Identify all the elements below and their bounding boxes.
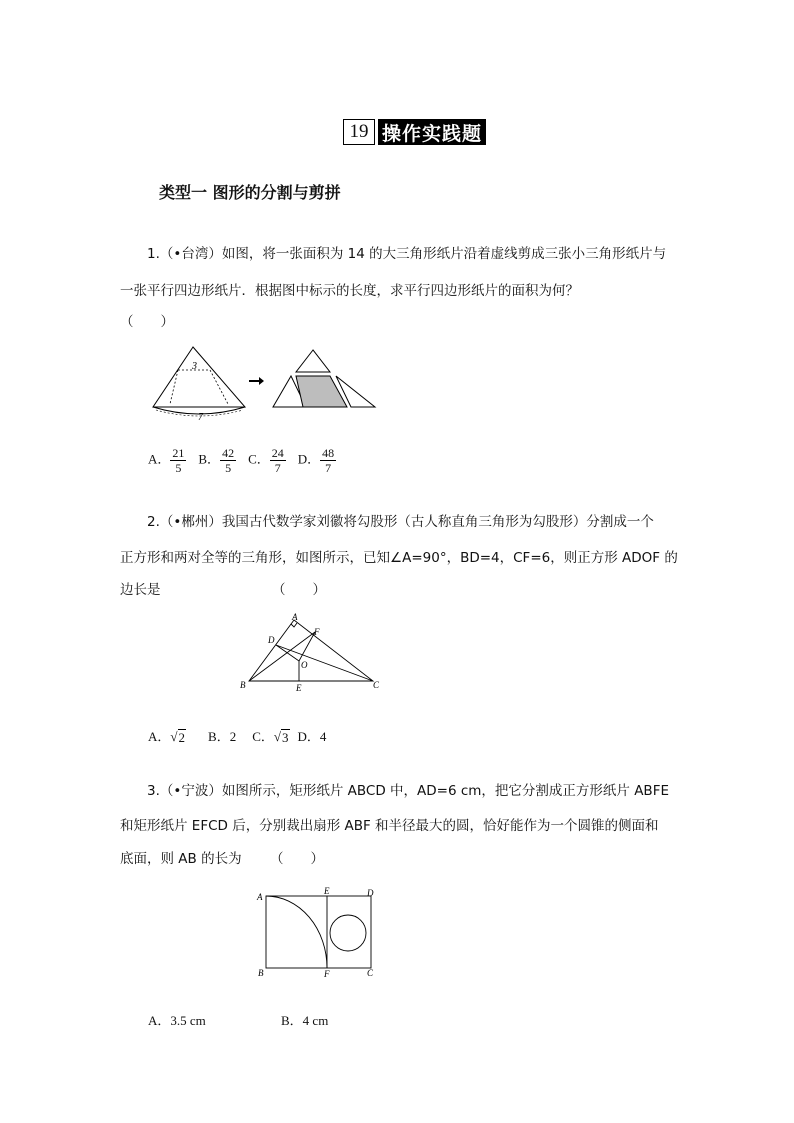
- sqrt-icon: √: [170, 729, 178, 744]
- q3-label-b: B: [258, 968, 264, 978]
- q2-answer-blank: （ ）: [272, 582, 326, 598]
- q1-figure: [148, 344, 388, 424]
- q2-label-e: E: [296, 683, 302, 693]
- q3-option-a[interactable]: A．3.5 cm: [148, 1013, 206, 1028]
- q1-option-d[interactable]: D． $\frac{48}{7}$: [297, 446, 335, 475]
- q2-options: [148, 726, 326, 746]
- q1-big-triangle: [153, 347, 245, 416]
- q2-line1: 2.（•郴州）我国古代数学家刘徽将勾股形（古人称直角三角形为勾股形）分割成一个: [147, 514, 654, 530]
- q1-pieces: [273, 350, 375, 407]
- q3-line1: 3.（•宁波）如图所示，矩形纸片 ABCD 中，AD=6 cm，把它分割成正方形纸片 ABFE: [147, 783, 669, 799]
- q3-label-a: A: [257, 892, 263, 902]
- q2-label-b: B: [240, 680, 246, 690]
- q1-option-b[interactable]: B． $\frac{42}{5}$: [198, 446, 235, 475]
- q2-label-o: O: [301, 660, 308, 670]
- q3-answer-blank: （ ）: [270, 851, 324, 867]
- q3-label-d: D: [367, 888, 374, 898]
- q2-figure: [236, 612, 386, 694]
- q1-line2: 一张平行四边形纸片．根据图中标示的长度，求平行四边形纸片的面积为何？: [120, 283, 579, 299]
- q1-line1: 1.（•台湾）如图，将一张面积为 14 的大三角形纸片沿着虚线剪成三张小三角形纸片与: [147, 246, 667, 262]
- q1-label-bottom: 7: [198, 412, 203, 423]
- q2-line3: 边长是: [120, 582, 161, 598]
- q1-line3: （ ）: [120, 314, 174, 330]
- q1-option-a[interactable]: A． $\frac{21}{5}$: [148, 446, 185, 475]
- q3-label-e: E: [324, 886, 330, 896]
- chapter-header: [343, 119, 486, 145]
- q2-line2: 正方形和两对全等的三角形，如图所示，已知∠A=90°，BD=4，CF=6，则正方形 ADOF 的: [120, 550, 678, 566]
- q3-figure: [254, 886, 384, 980]
- q2-label-d: D: [268, 635, 275, 645]
- q1-label-top: 3: [192, 361, 197, 372]
- q3-line3: 底面，则 AB 的长为: [120, 851, 242, 867]
- q1-options: [148, 446, 336, 475]
- q2-option-a[interactable]: A． √ 2: [148, 729, 186, 745]
- q2-label-c: C: [373, 680, 380, 690]
- sqrt-icon: √: [273, 729, 282, 744]
- q3-label-c: C: [367, 968, 374, 978]
- arrow-icon: [249, 377, 264, 385]
- q2-option-c[interactable]: C． √ 3: [252, 729, 289, 745]
- q3-line2: 和矩形纸片 EFCD 后，分别裁出扇形 ABF 和半径最大的圆，恰好能作为一个圆锥的侧面和: [120, 818, 659, 834]
- q3-option-b[interactable]: B．4 cm: [281, 1013, 329, 1028]
- q2-label-a: A: [292, 612, 298, 622]
- section-title: 类型一 图形的分割与剪拼: [159, 183, 341, 202]
- chapter-title: 操作实践题: [378, 119, 486, 145]
- q2-option-b[interactable]: B．2: [208, 729, 237, 745]
- q3-label-f: F: [324, 969, 330, 979]
- q2-label-f: F: [314, 627, 320, 637]
- chapter-number: 19: [343, 119, 375, 145]
- q1-option-c[interactable]: C． $\frac{24}{7}$: [248, 446, 284, 475]
- q2-option-d[interactable]: D．4: [297, 729, 327, 745]
